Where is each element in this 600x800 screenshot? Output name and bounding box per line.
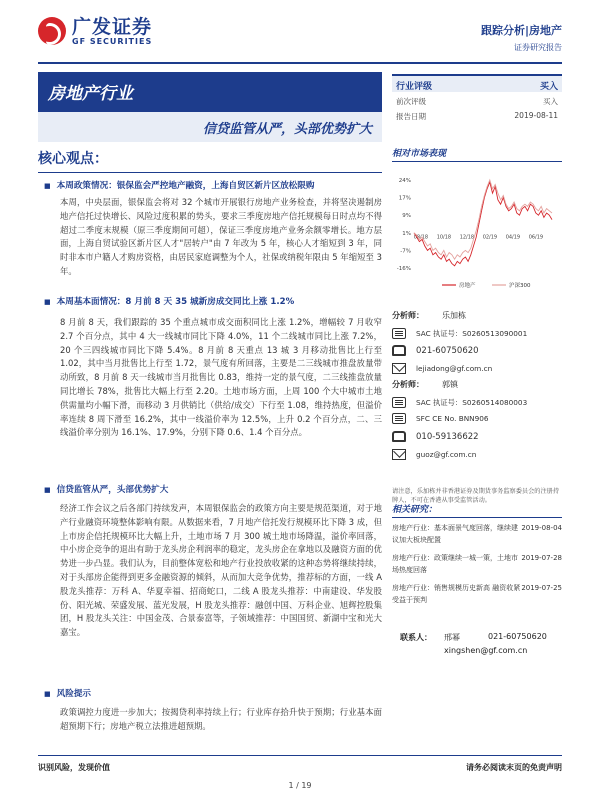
contact-label: 联系人： <box>400 633 432 642</box>
header-divider <box>38 62 562 64</box>
analyst-note: 请注意，乐加栋并非香港证券及期货事务监察委员会的注册持牌人，不可在香港从事受监管活动。 <box>392 488 560 504</box>
email-icon <box>392 363 406 374</box>
core-divider <box>38 172 382 173</box>
related-item-date: 2019-08-04 <box>521 524 562 532</box>
logo-cn: 广发证券 <box>72 15 153 38</box>
series-line-1 <box>414 180 552 259</box>
legend-label: 沪深300 <box>509 283 531 289</box>
contact-phone: 021-60750620 <box>488 632 547 641</box>
phone-icon <box>392 431 406 442</box>
certificate-icon <box>392 397 406 408</box>
prev-rating-value: 买入 <box>543 97 558 106</box>
footer-slogan: 识别风险，发现价值 <box>38 763 110 772</box>
analyst2-phone-row <box>392 431 562 442</box>
prev-rating-label: 前次评级 <box>396 97 426 106</box>
phone-icon <box>392 345 406 356</box>
footer-disclaimer: 请务必阅读末页的免责声明 <box>466 763 562 772</box>
related-item-text: 房地产行业：政策继续一城一策，土地市场热度回落 <box>392 554 518 574</box>
y-tick-label: 24% <box>398 178 411 184</box>
y-tick-label: -7% <box>400 248 411 255</box>
related-item-date: 2019-07-25 <box>521 584 562 592</box>
related-title: 相关研究： <box>392 502 562 518</box>
analyst2-phone: 010-59136622 <box>416 431 479 442</box>
x-tick-label: 12/18 <box>459 234 475 241</box>
section-bullet-fundamentals: ■ 本周基本面情况：8 月前 8 天 35 城新房成交同比上涨 1.2% <box>44 296 382 309</box>
report-type-block <box>481 22 562 53</box>
email-icon <box>392 449 406 460</box>
y-tick-label: -16% <box>396 266 411 272</box>
analyst2-label: 分析师： <box>392 380 424 389</box>
analyst1-email-row <box>392 363 562 374</box>
analyst2-email-row <box>392 449 562 460</box>
contact-name: 邢幂 <box>444 633 460 642</box>
report-subtype: 证券研究报告 <box>514 43 562 52</box>
rating-label: 行业评级 <box>396 82 433 92</box>
report-type: 跟踪分析|房地产 <box>480 24 562 37</box>
analyst1-sac: SAC 执证号：S0260513090001 <box>416 328 528 338</box>
industry-banner: 房地产行业 <box>38 72 382 112</box>
analyst1-label: 分析师： <box>392 311 424 320</box>
x-tick-label: 02/19 <box>482 234 498 241</box>
analyst2-sac: SAC 执证号：S0260514080003 <box>416 397 528 407</box>
report-date-value: 2019-08-11 <box>514 111 558 120</box>
logo-en: GF SECURITIES <box>72 36 153 46</box>
x-tick-label: 06/19 <box>528 234 544 241</box>
footer-divider <box>38 755 562 756</box>
analyst2-email[interactable]: guoz@gf.com.cn <box>416 450 477 459</box>
section-bullet-risk: ■ 风险提示 <box>44 688 382 701</box>
related-item[interactable] <box>392 582 562 606</box>
related-item[interactable] <box>392 522 562 546</box>
related-item[interactable] <box>392 552 562 576</box>
rating-value: 买入 <box>539 82 558 92</box>
related-item-text: 房地产行业：基本面景气度回落，继续建议加大板块配置 <box>392 524 518 544</box>
series-line-0 <box>414 182 552 266</box>
x-tick-label: 08/18 <box>413 234 429 241</box>
analyst1-email[interactable]: lejiadong@gf.com.cn <box>416 364 493 373</box>
report-date-label: 报告日期 <box>396 112 426 121</box>
report-date-row <box>392 109 562 124</box>
analyst1-name: 乐加栋 <box>442 311 466 320</box>
section-paragraph-credit: 经济工作会议之后各部门持续发声，本周银保监会的政策方向主要是规范渠道，对于地产行业融资环境整体影响有限。从数据来看，7 月地产信托发行规模环比下降 3 成，但上市房企信托规模环比大幅上升，土地市场 7 月 300 城土地市场降温，溢价率回落，中小房企竞争的退出有助于龙头房企利润率的稳定，龙头房企在拿地以及融资方面的优势进一步凸显。我们认为，目前整体宽松和地产行业投放收紧的这种态势将继续持续，对于头部房企能得到更多金融资源的倾斜，从而加大竞争优势，推荐标的方面，一线 A 股龙头推荐：万科 A、华夏幸福、招商蛇口，二线 A 股龙头推荐：中南建设、华发股份、阳光城、荣盛发展、蓝光发展，H 股龙头推荐：融创中国、万科企业、旭辉控股集团，H 股龙头关注：中国金茂、合景泰富等，子领域推荐：中国国贸、新湖中宝和光大嘉宝。 <box>60 503 382 638</box>
contact-email[interactable]: xingshen@gf.com.cn <box>444 646 528 655</box>
y-tick-label: 17% <box>398 195 411 202</box>
x-tick-label: 04/19 <box>505 234 521 241</box>
core-title: 核心观点： <box>38 151 108 167</box>
y-tick-label: 1% <box>402 230 411 237</box>
section-paragraph-fundamentals: 8 月前 8 天，我们跟踪的 35 个重点城市成交面积同比上涨 1.2%，增幅较 7 月收窄 2.7 个百分点，其中 4 大一线城市同比下降 4.0%，11 个二线城市同比上涨 7.2%，20 个三四线城市同比下降 5.4%。8 月前 8 天重点 13 城 3 月移动批售比上行至 1.02，其中当月批售比上行至 1.72，景气度有所回落，主要是二三线城市推盘放量带动所致，8 月前 8 天一线城市当月批售比 0.83，维持一定的景气度，二三线推盘放量同比增长 78%，批售比大幅上行至 2.20。土地市场方面，上周 100 个大中城市土地供需量均小幅下滑，而移动 3 月供销比（供给/成交）下行至 1.08，维持热度，但溢价率连续 8 周下滑至 16.2%，其中一线溢价率为 12.5%，上升 0.2 个百分点，二、三线溢价率分别为 16.1%、17.9%，分别下降 0.6、1.4 个百分点。 <box>60 317 382 438</box>
section-bullet-policy: ■ 本周政策情况：银保监会严控地产融资，上海自贸区新片区放松限购 <box>44 180 382 193</box>
analyst2-sfc: SFC CE No. BNN906 <box>416 414 489 423</box>
section-paragraph-risk: 政策调控力度进一步加大；按揭贷利率持续上行；行业库存拾升快于预期；行业基本面超预期下行；房地产税立法推进超预期。 <box>60 707 382 731</box>
analyst2-sfc-row <box>392 413 562 424</box>
relative-performance-chart <box>392 168 562 293</box>
company-logo <box>38 14 198 48</box>
y-tick-label: 9% <box>402 213 411 220</box>
x-tick-label: 10/18 <box>436 234 452 241</box>
market-chart-title: 相对市场表现 <box>392 146 562 162</box>
certificate-icon <box>392 413 406 424</box>
certificate-icon <box>392 328 406 339</box>
analyst2-name: 郭镇 <box>442 380 458 389</box>
analyst1-phone: 021-60750620 <box>416 345 479 356</box>
logo-mark-icon <box>38 17 66 45</box>
analyst2-sac-row <box>392 397 562 408</box>
legend-label: 房地产 <box>459 283 476 289</box>
related-item-text: 房地产行业：销售规模历史新高 融资收紧受益于预判 <box>392 584 521 604</box>
analyst1-phone-row <box>392 345 562 356</box>
related-item-date: 2019-07-28 <box>521 554 562 562</box>
analyst1-sac-row <box>392 328 562 339</box>
rating-header <box>392 74 562 92</box>
section-paragraph-policy: 本周，中央层面，银保监会将对 32 个城市开展银行房地产业务检查，并将坚决遏制房地产信托过快增长、风险过度积累的势头，要求三季度房地产信托规模每日时点均不得超过二季度末规模（原三季度期间可超），保证三季度房地产业务余额零增长。地方层面，上海自贸试验区新片区人才"居转户"由 7 年改为 5 年，核心人才缩短到 3 年，同时非本市户籍人才购房资格，由居民家庭调整为个人，社保或纳税年限由 5 年缩短至 3 年。 <box>60 197 382 276</box>
prev-rating-row <box>392 94 562 109</box>
page-number: 1 / 19 <box>288 781 312 790</box>
section-bullet-credit: ■ 信贷监管从严，头部优势扩大 <box>44 484 382 497</box>
report-headline: 信贷监管从严，头部优势扩大 <box>38 112 382 142</box>
